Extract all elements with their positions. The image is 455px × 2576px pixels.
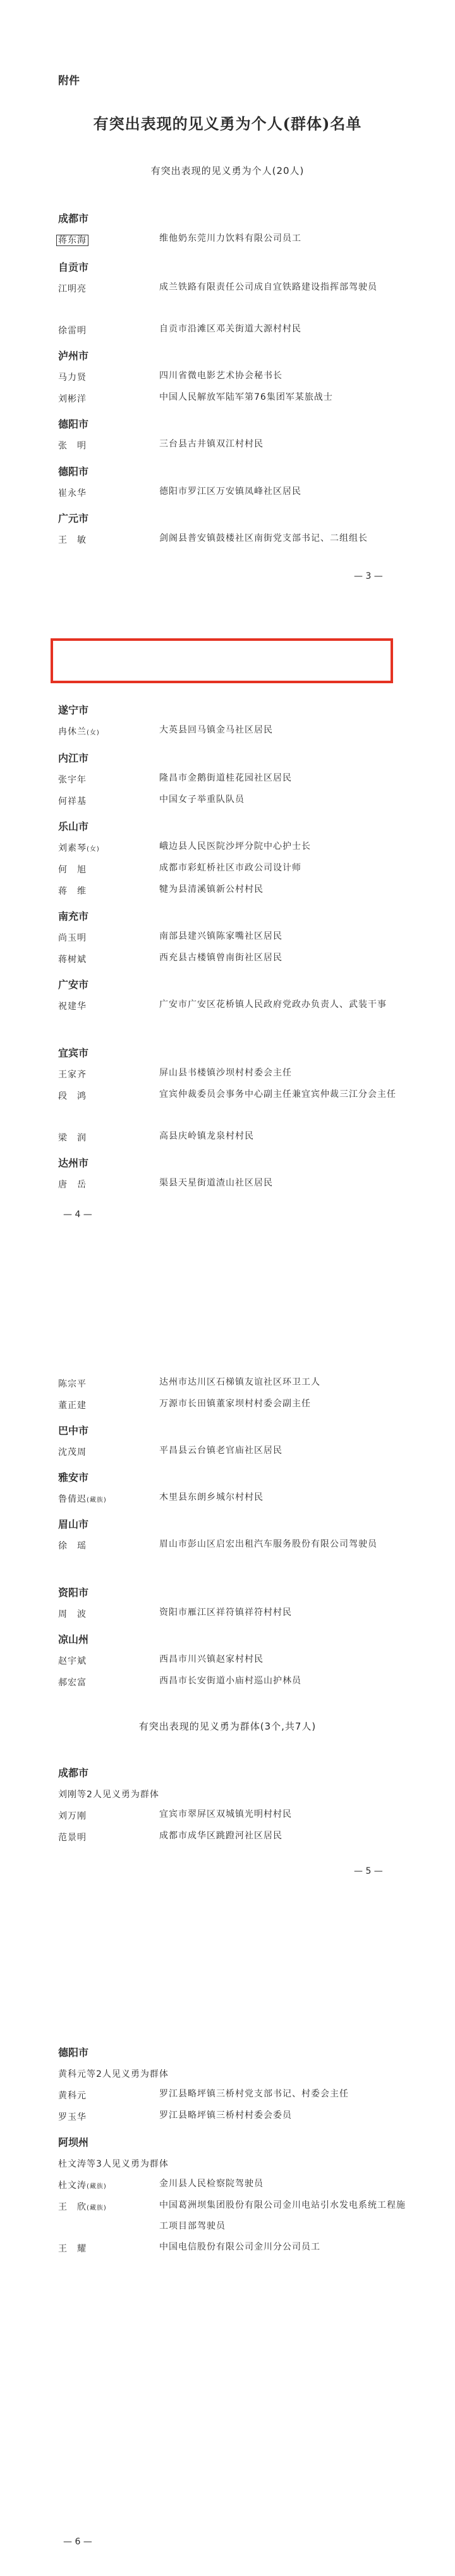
city-heading: 成都市 xyxy=(58,213,89,225)
group-name: 刘刚等2人见义勇为群体 xyxy=(58,1790,159,1800)
person-description: 高县庆岭镇龙泉村村民 xyxy=(159,1131,254,1141)
city-heading: 巴中市 xyxy=(58,1425,89,1437)
person-description: 屏山县书楼镇沙坝村村委会主任 xyxy=(159,1068,292,1078)
person-name: 王家齐 xyxy=(58,1070,87,1080)
individuals-heading: 有突出表现的见义勇为个人(20人) xyxy=(150,165,305,176)
page-number: — 4 — xyxy=(63,1210,92,1220)
person-name: 董正建 xyxy=(58,1401,87,1411)
person-name: 尚玉明 xyxy=(58,933,87,943)
city-heading: 自贡市 xyxy=(58,261,89,273)
person-description: 西充县古楼镇曾南街社区居民 xyxy=(159,953,282,963)
person-name: 祝建华 xyxy=(58,1001,87,1012)
person-name: 范景明 xyxy=(58,1833,87,1843)
person-name: 蒋 维 xyxy=(58,886,87,896)
page-number: — 5 — xyxy=(354,1866,383,1876)
person-name: 梁 润 xyxy=(58,1133,87,1143)
person-name: 王 敏 xyxy=(58,535,87,545)
person-description: 木里县东朗乡城尔村村民 xyxy=(159,1492,264,1502)
city-heading: 南充市 xyxy=(58,910,89,922)
person-description: 平昌县云台镇老官庙社区居民 xyxy=(159,1446,282,1456)
person-description: 大英县回马镇金马社区居民 xyxy=(159,725,273,735)
person-description: 万源市长田镇董家坝村村委会副主任 xyxy=(159,1399,311,1409)
document-title: 有突出表现的见义勇为个人(群体)名单 xyxy=(93,115,362,133)
city-heading: 雅安市 xyxy=(58,1471,89,1483)
city-heading: 内江市 xyxy=(58,752,89,764)
person-description: 维他奶东莞川力饮料有限公司员工 xyxy=(159,233,301,244)
city-heading: 德阳市 xyxy=(58,2047,89,2059)
person-description: 中国电信股份有限公司金川分公司员工 xyxy=(159,2242,320,2252)
person-description: 剑阁县普安镇鼓楼社区南街党支部书记、二组组长 xyxy=(159,533,368,543)
person-description: 中国女子举重队队员 xyxy=(159,795,245,805)
person-description: 中国葛洲坝集团股份有限公司金川电站引水发电系统工程施工项目部驾驶员 xyxy=(159,2200,406,2231)
person-name: 杜文涛(藏族) xyxy=(58,2181,107,2191)
person-name: 张宇年 xyxy=(58,775,87,785)
page-number: — 6 — xyxy=(63,2537,92,2547)
city-heading: 德阳市 xyxy=(58,466,89,478)
group-name: 杜文涛等3人见义勇为群体 xyxy=(58,2159,169,2169)
person-name: 赵宇斌 xyxy=(58,1656,87,1666)
person-name: 冉休兰(女) xyxy=(58,727,100,737)
person-name: 刘彬洋 xyxy=(58,394,87,404)
city-heading: 广安市 xyxy=(58,979,89,991)
person-name: 罗玉华 xyxy=(58,2112,87,2122)
person-description: 三台县古井镇双江村村民 xyxy=(159,439,264,449)
city-heading: 广元市 xyxy=(58,512,89,524)
person-description: 资阳市雁江区祥符镇祥符村村民 xyxy=(159,1607,292,1618)
city-heading: 达州市 xyxy=(58,1157,89,1169)
person-name: 张 明 xyxy=(58,441,87,451)
city-heading: 遂宁市 xyxy=(58,704,89,716)
city-heading: 泸州市 xyxy=(58,350,89,362)
person-name: 段 鸿 xyxy=(58,1091,87,1101)
person-name: 鲁倩迟(藏族) xyxy=(58,1494,107,1504)
group-name: 黄科元等2人见义勇为群体 xyxy=(58,2069,169,2079)
person-name: 郝宏富 xyxy=(58,1678,87,1688)
person-name: 周 波 xyxy=(58,1609,87,1619)
city-heading: 阿坝州 xyxy=(58,2136,89,2148)
person-description: 眉山市彭山区启宏出租汽车服务股份有限公司驾驶员 xyxy=(159,1539,377,1549)
person-description: 中国人民解放军陆军第76集团军某旅战士 xyxy=(159,392,333,402)
person-description: 峨边县人民医院沙坪分院中心护士长 xyxy=(159,841,311,851)
person-description: 犍为县清溪镇新公村村民 xyxy=(159,884,264,895)
person-description: 南部县建兴镇陈家嘴社区居民 xyxy=(159,931,282,941)
person-description: 成都市彩虹桥社区市政公司设计师 xyxy=(159,863,301,873)
annex-label: 附件 xyxy=(58,75,80,87)
person-name: 刘万刚 xyxy=(58,1811,87,1821)
groups-heading: 有突出表现的见义勇为群体(3个,共7人) xyxy=(138,1721,317,1732)
person-name: 王 欣(藏族) xyxy=(58,2202,107,2212)
person-description: 金川县人民检察院驾驶员 xyxy=(159,2179,264,2189)
person-name: 徐 瑶 xyxy=(58,1541,87,1551)
person-name: 唐 岳 xyxy=(58,1180,87,1190)
person-name: 崔永华 xyxy=(58,488,87,498)
city-heading: 成都市 xyxy=(58,1767,89,1779)
person-description: 成兰铁路有限责任公司成自宜铁路建设指挥部驾驶员 xyxy=(159,282,377,292)
city-heading: 凉山州 xyxy=(58,1633,89,1645)
person-name: 黄科元 xyxy=(58,2091,87,2101)
person-description: 宜宾仲裁委员会事务中心副主任兼宜宾仲裁三江分会主任 xyxy=(159,1089,396,1099)
person-description: 罗江县略坪镇三桥村党支部书记、村委会主任 xyxy=(159,2089,349,2099)
person-name: 马力贤 xyxy=(58,373,87,383)
person-description: 西昌市长安街道小庙村巡山护林员 xyxy=(159,1676,301,1686)
person-description: 罗江县略坪镇三桥村村委会委员 xyxy=(159,2110,292,2121)
person-description: 成都市成华区跳蹬河社区居民 xyxy=(159,1831,282,1841)
city-heading: 乐山市 xyxy=(58,820,89,833)
person-name: 江明亮 xyxy=(58,284,87,294)
person-name: 沈茂周 xyxy=(58,1447,87,1458)
person-name: 何祥基 xyxy=(58,796,87,807)
city-heading: 眉山市 xyxy=(58,1518,89,1530)
highlight-box xyxy=(51,638,393,683)
person-description: 宜宾市翠屏区双城镇光明村村民 xyxy=(159,1809,292,1819)
person-name: 蒋树斌 xyxy=(58,955,87,965)
person-description: 西昌市川兴镇赵家村村民 xyxy=(159,1654,264,1664)
person-description: 德阳市罗江区万安镇凤峰社区居民 xyxy=(159,486,301,497)
person-description: 广安市广安区花桥镇人民政府党政办负责人、武装干事 xyxy=(159,1000,387,1010)
person-name: 陈宗平 xyxy=(58,1379,87,1389)
person-name: 何 旭 xyxy=(58,865,87,875)
person-description: 渠县天星街道渣山社区居民 xyxy=(159,1178,273,1188)
person-description: 隆昌市金鹅街道桂花园社区居民 xyxy=(159,773,292,783)
person-name: 蒋东海 xyxy=(58,233,88,246)
city-heading: 德阳市 xyxy=(58,418,89,430)
person-description: 达州市达川区石梯镇友谊社区环卫工人 xyxy=(159,1377,320,1387)
city-heading: 资阳市 xyxy=(58,1587,89,1599)
person-description: 自贡市沿滩区邓关街道大源村村民 xyxy=(159,324,301,334)
page-number: — 3 — xyxy=(354,571,383,581)
city-heading: 宜宾市 xyxy=(58,1047,89,1059)
person-name: 徐雷明 xyxy=(58,326,87,336)
person-name: 刘素琴(女) xyxy=(58,843,100,853)
person-description: 四川省微电影艺术协会秘书长 xyxy=(159,371,282,381)
person-name: 王 耀 xyxy=(58,2244,87,2254)
